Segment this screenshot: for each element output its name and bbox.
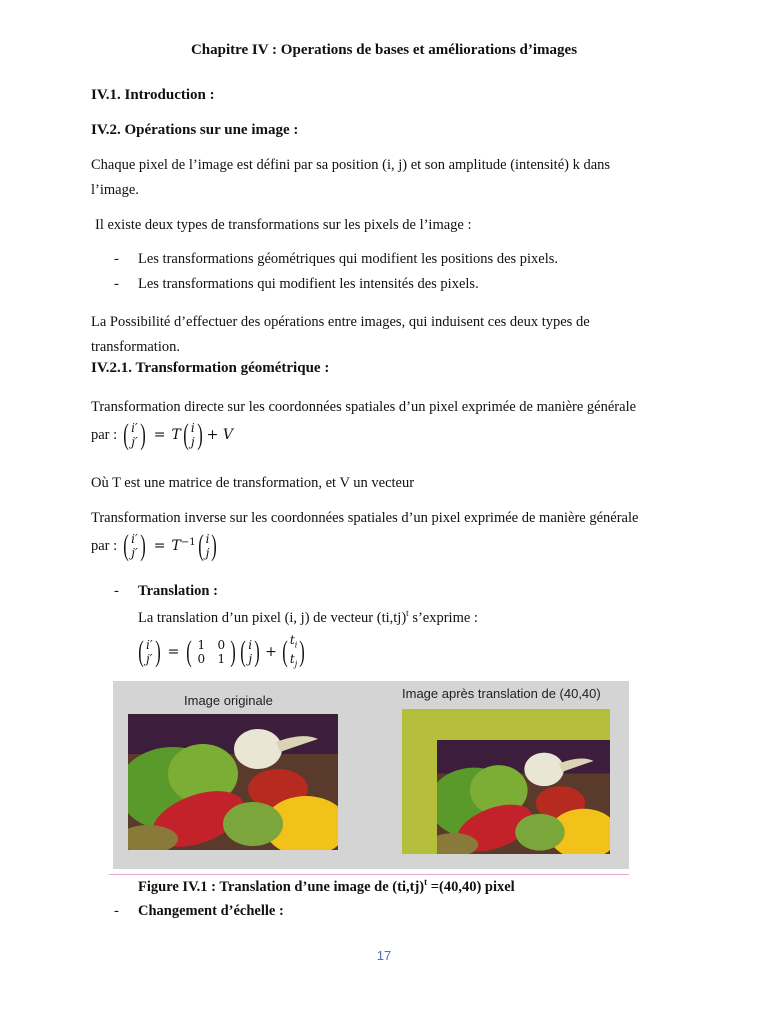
par-label: par : [91, 537, 118, 554]
scale-heading: - Changement d’échelle : [114, 903, 284, 919]
original-image [128, 714, 338, 850]
list-item: - Les transformations géométriques qui modifient les positions des pixels. [114, 251, 559, 267]
chapter-title: Chapitre IV : Operations de bases et améliorations d’images [190, 42, 578, 58]
par-label: par : [91, 426, 118, 443]
section-operations: IV.2. Opérations sur une image : [91, 122, 299, 138]
section-geometric: IV.2.1. Transformation géométrique : [91, 360, 330, 376]
figure-translation [113, 681, 629, 869]
paragraph-possibility [91, 310, 691, 360]
section-introduction: IV.1. Introduction : [91, 87, 215, 103]
list-item: - Les transformations qui modifient les intensités des pixels. [114, 276, 479, 292]
paragraph-where: Où T est une matrice de transformation, et V un vecteur [91, 475, 415, 491]
caption-rule [109, 874, 629, 875]
paragraph-line: l’image. [91, 182, 139, 198]
equation-inverse: par : ( i′ j′ ) = T $^{-1}$ ( i j ) [91, 529, 218, 562]
paragraph-line: transformation. [91, 339, 180, 355]
figure-label-original: Image originale [184, 693, 273, 708]
equation-translation: ( i′ j′ ) = ( 1 0 0 1 ) ( i j ) + ( $t_i$ $t_j$ ) [138, 633, 306, 669]
paragraph-line: Chaque pixel de l’image est défini par sa position (i, j) et son amplitude (intensité) k dans [91, 157, 611, 173]
translation-text: La translation d’un pixel (i, j) de vecteur $(ti,tj)^t$ s’exprime : [138, 608, 478, 626]
paragraph-direct: Transformation directe sur les coordonnées spatiales d’un pixel exprimée de manière générale [91, 399, 637, 415]
equation-direct: par : ( i′ j′ ) = T ( i j ) + V [91, 418, 233, 451]
paragraph-line: La Possibilité d’effectuer des opérations entre images, qui induisent ces deux types de [91, 314, 590, 330]
list-item-text: Les transformations qui modifient les intensités des pixels. [138, 276, 479, 292]
page-number: 17 [376, 948, 392, 963]
paragraph-inverse: Transformation inverse sur les coordonnées spatiales d’un pixel exprimée de manière générale [91, 510, 639, 526]
paragraph-pixel-definition [91, 153, 691, 203]
translated-image [437, 740, 610, 854]
paragraph-two-types: Il existe deux types de transformations sur les pixels de l’image : [95, 217, 472, 233]
translated-image-frame [402, 709, 610, 854]
translation-heading: - Translation : [114, 583, 218, 599]
figure-label-translated: Image après translation de (40,40) [402, 686, 601, 701]
list-item-text: Les transformations géométriques qui modifient les positions des pixels. [138, 251, 559, 267]
figure-caption: Figure IV.1 : Translation d’une image de $(ti,tj)^t =(40,40)$ pixel [138, 877, 515, 895]
